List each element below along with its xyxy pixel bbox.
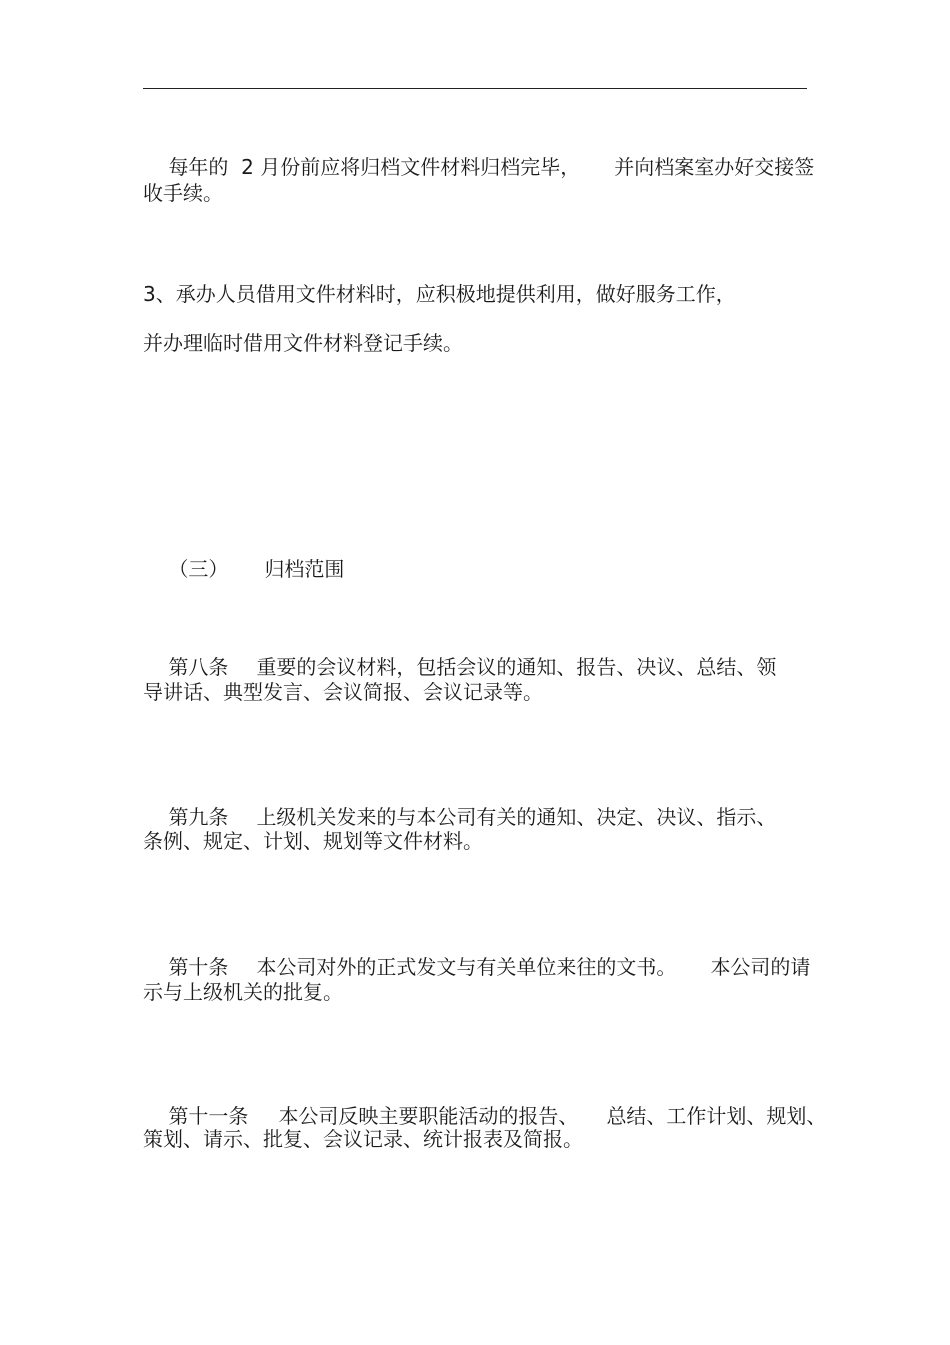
paragraph-1-line-2: 收手续。 [143, 181, 223, 205]
paragraph-2-line-2: 并办理临时借用文件材料登记手续。 [143, 331, 463, 355]
paragraph-1-line-1 [143, 128, 814, 206]
paragraph-2-line-1: 3、承办人员借用文件材料时，应积极地提供利用，做好服务工作， [143, 282, 736, 306]
article-10-text-b: 本公司的请 [710, 955, 811, 979]
paragraph-1-text-b: 并向档案室办好交接签 [614, 155, 815, 179]
section-heading [143, 530, 344, 608]
paragraph-1-text-a: 每年的 2 月份前应将归档文件材料归档完毕， [168, 155, 581, 179]
article-11-text-b: 总结、工作计划、规划、 [606, 1104, 827, 1128]
section-title: 归档范围 [264, 557, 345, 581]
header-rule [143, 88, 807, 89]
article-10-label: 第十条 [168, 955, 229, 979]
article-10-text-a: 本公司对外的正式发文与有关单位来往的文书。 [256, 955, 677, 979]
article-11-text-a: 本公司反映主要职能活动的报告、 [278, 1104, 579, 1128]
article-9-line-2: 条例、规定、计划、规划等文件材料。 [143, 829, 483, 853]
article-10-line-2: 示与上级机关的批复。 [143, 980, 343, 1004]
article-8-label: 第八条 [168, 655, 229, 679]
article-8-line-2: 导讲话、典型发言、会议简报、会议记录等。 [143, 680, 543, 704]
article-11-line-2: 策划、请示、批复、会议记录、统计报表及简报。 [143, 1127, 583, 1151]
article-9-label: 第九条 [168, 805, 229, 829]
article-8-text: 重要的会议材料，包括会议的通知、报告、决议、总结、领 [256, 655, 777, 679]
article-9-text: 上级机关发来的与本公司有关的通知、决定、决议、指示、 [256, 805, 777, 829]
section-number: （三） [168, 557, 229, 581]
article-11-label: 第十一条 [168, 1104, 249, 1128]
